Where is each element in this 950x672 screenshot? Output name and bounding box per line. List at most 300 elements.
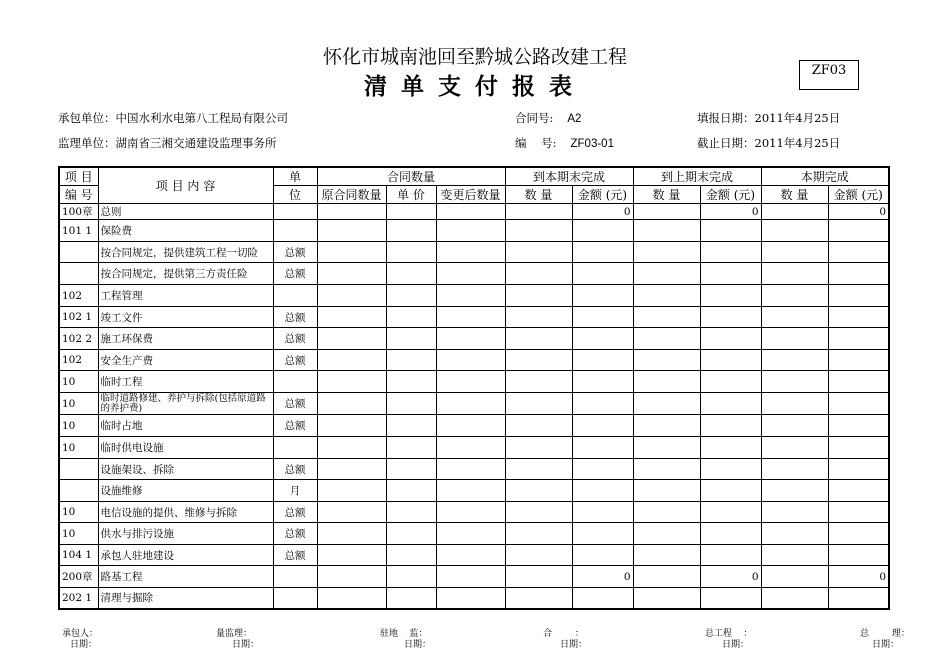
row-last-amount xyxy=(700,480,761,502)
row-code xyxy=(59,480,98,502)
row-orig-qty xyxy=(317,393,386,415)
row-orig-qty xyxy=(317,437,386,459)
row-changed-qty xyxy=(436,437,505,459)
row-orig-qty xyxy=(317,263,386,285)
row-cur-amount xyxy=(828,220,889,242)
row-changed-qty xyxy=(436,204,505,220)
row-unit xyxy=(273,588,317,609)
row-unit-price xyxy=(386,371,436,393)
row-unit-price xyxy=(386,480,436,502)
row-last-qty xyxy=(633,328,700,350)
row-code: 102 2 xyxy=(59,328,98,350)
row-unit-price xyxy=(386,328,436,350)
payment-table xyxy=(58,166,890,610)
row-this-qty xyxy=(505,415,572,437)
row-orig-qty xyxy=(317,480,386,502)
row-unit: 总额 xyxy=(273,523,317,545)
row-last-qty xyxy=(633,285,700,307)
row-this-qty xyxy=(505,328,572,350)
row-cur-qty xyxy=(761,459,828,480)
row-this-qty xyxy=(505,350,572,371)
header-qty: 数 量 xyxy=(505,186,572,204)
row-changed-qty xyxy=(436,415,505,437)
row-unit xyxy=(273,204,317,220)
row-unit-price xyxy=(386,566,436,588)
row-unit-price xyxy=(386,545,436,566)
row-code: 202 1 xyxy=(59,588,98,609)
row-last-qty xyxy=(633,220,700,242)
header-orig-qty: 原合同数量 xyxy=(317,186,386,204)
row-code xyxy=(59,242,98,263)
row-code: 104 1 xyxy=(59,545,98,566)
header-amount: 金额 (元) xyxy=(572,186,633,204)
row-cur-qty xyxy=(761,393,828,415)
row-unit-price xyxy=(386,220,436,242)
row-cur-amount xyxy=(828,437,889,459)
table-row xyxy=(59,415,889,437)
row-unit-price xyxy=(386,307,436,328)
row-this-amount xyxy=(572,588,633,609)
row-code: 101 1 xyxy=(59,220,98,242)
row-last-amount xyxy=(700,371,761,393)
row-last-amount xyxy=(700,263,761,285)
row-cur-qty xyxy=(761,480,828,502)
row-unit: 总额 xyxy=(273,545,317,566)
header-unit-2: 位 xyxy=(273,186,317,204)
row-last-qty xyxy=(633,566,700,588)
header-contract-qty: 合同数量 xyxy=(317,167,505,186)
sig-chief: 总 理： xyxy=(860,629,910,639)
sig-contract-date: 日期： xyxy=(560,640,588,650)
supervisor-label: 监理单位： xyxy=(58,136,116,150)
row-unit-price xyxy=(386,285,436,307)
fill-date-value: 2011年4月25日 xyxy=(754,111,841,125)
project-title: 怀化市城南池回至黔城公路改建工程 xyxy=(322,46,627,68)
row-changed-qty xyxy=(436,393,505,415)
row-code: 102 1 xyxy=(59,307,98,328)
row-cur-amount xyxy=(828,263,889,285)
row-this-amount xyxy=(572,523,633,545)
table-row xyxy=(59,220,889,242)
row-unit: 总额 xyxy=(273,328,317,350)
table-row xyxy=(59,545,889,566)
sig-chief-engineer: 总工程 ： xyxy=(705,629,753,639)
form-code-badge: ZF03 xyxy=(799,60,859,90)
row-orig-qty xyxy=(317,204,386,220)
row-this-qty xyxy=(505,371,572,393)
row-cur-amount xyxy=(828,480,889,502)
row-orig-qty xyxy=(317,220,386,242)
row-cur-qty xyxy=(761,566,828,588)
row-last-qty xyxy=(633,523,700,545)
row-unit-price xyxy=(386,523,436,545)
row-this-qty xyxy=(505,502,572,523)
row-this-amount xyxy=(572,220,633,242)
row-last-amount: 0 xyxy=(700,566,761,588)
row-this-qty xyxy=(505,437,572,459)
header-item-no-2: 编 号 xyxy=(59,186,98,204)
row-code: 200章 xyxy=(59,566,98,588)
sig-contractor-date: 日期： xyxy=(70,640,98,650)
row-cur-qty xyxy=(761,350,828,371)
row-cur-qty xyxy=(761,415,828,437)
header-current-period: 本期完成 xyxy=(761,167,889,186)
row-this-amount xyxy=(572,459,633,480)
report-title: 清单支付报表 xyxy=(364,74,586,100)
row-this-qty xyxy=(505,263,572,285)
row-last-amount xyxy=(700,459,761,480)
row-this-qty xyxy=(505,459,572,480)
row-cur-amount xyxy=(828,393,889,415)
row-content: 按合同规定，提供第三方责任险 xyxy=(98,263,273,285)
row-cur-qty xyxy=(761,523,828,545)
row-content: 设施维修 xyxy=(98,480,273,502)
cutoff-date-value: 2011年4月25日 xyxy=(754,136,841,150)
row-unit-price xyxy=(386,393,436,415)
sig-resident-supervisor: 驻地 监： xyxy=(380,629,428,639)
row-changed-qty xyxy=(436,307,505,328)
row-unit: 总额 xyxy=(273,263,317,285)
table-row xyxy=(59,393,889,415)
row-unit-price xyxy=(386,459,436,480)
row-last-qty xyxy=(633,437,700,459)
sig-contract: 合 ： xyxy=(543,629,584,639)
row-this-qty xyxy=(505,204,572,220)
row-changed-qty xyxy=(436,545,505,566)
row-content: 路基工程 xyxy=(98,566,273,588)
row-last-qty xyxy=(633,459,700,480)
row-cur-amount xyxy=(828,523,889,545)
table-row xyxy=(59,371,889,393)
header-item-content: 项 目 内 容 xyxy=(98,167,273,204)
row-last-qty xyxy=(633,350,700,371)
row-cur-amount xyxy=(828,459,889,480)
row-cur-qty xyxy=(761,204,828,220)
row-this-amount xyxy=(572,263,633,285)
row-orig-qty xyxy=(317,350,386,371)
row-last-amount xyxy=(700,523,761,545)
header-to-this-period: 到本期末完成 xyxy=(505,167,633,186)
row-cur-qty xyxy=(761,437,828,459)
row-unit: 总额 xyxy=(273,415,317,437)
row-unit xyxy=(273,220,317,242)
row-content: 临时占地 xyxy=(98,415,273,437)
row-last-qty xyxy=(633,371,700,393)
header-to-last-period: 到上期末完成 xyxy=(633,167,761,186)
row-code: 102 xyxy=(59,350,98,371)
row-this-amount xyxy=(572,328,633,350)
row-changed-qty xyxy=(436,350,505,371)
row-last-qty xyxy=(633,242,700,263)
row-cur-amount xyxy=(828,328,889,350)
row-content: 临时工程 xyxy=(98,371,273,393)
row-orig-qty xyxy=(317,545,386,566)
row-changed-qty xyxy=(436,588,505,609)
row-code: 10 xyxy=(59,393,98,415)
row-cur-amount: 0 xyxy=(828,566,889,588)
row-content: 总则 xyxy=(98,204,273,220)
row-last-amount xyxy=(700,242,761,263)
row-unit-price xyxy=(386,502,436,523)
header-unit-1: 单 xyxy=(273,167,317,186)
supervisor-row xyxy=(58,135,277,151)
row-this-amount xyxy=(572,393,633,415)
row-changed-qty xyxy=(436,328,505,350)
row-orig-qty xyxy=(317,502,386,523)
row-orig-qty xyxy=(317,566,386,588)
row-this-amount xyxy=(572,307,633,328)
row-cur-qty xyxy=(761,545,828,566)
header-item-no-1: 项 目 xyxy=(59,167,98,186)
sig-chief-date: 日期： xyxy=(872,640,900,650)
row-orig-qty xyxy=(317,328,386,350)
row-content: 临时供电设施 xyxy=(98,437,273,459)
row-content: 临时道路修建、养护与拆除(包括原道路的养护费) xyxy=(98,393,273,415)
row-content: 工程管理 xyxy=(98,285,273,307)
table-row xyxy=(59,459,889,480)
row-unit-price xyxy=(386,588,436,609)
serial-no-label: 编 号: xyxy=(515,136,557,150)
table-row xyxy=(59,328,889,350)
row-cur-amount xyxy=(828,307,889,328)
row-last-qty xyxy=(633,480,700,502)
row-last-amount xyxy=(700,588,761,609)
row-last-qty xyxy=(633,263,700,285)
table-row xyxy=(59,502,889,523)
fill-date-row xyxy=(697,110,840,126)
row-orig-qty xyxy=(317,459,386,480)
table-row xyxy=(59,263,889,285)
row-unit-price xyxy=(386,263,436,285)
row-last-amount: 0 xyxy=(700,204,761,220)
contract-no-value: A2 xyxy=(567,113,582,125)
fill-date-label: 填报日期： xyxy=(697,111,755,125)
row-this-amount xyxy=(572,502,633,523)
row-content: 施工环保费 xyxy=(98,328,273,350)
row-unit: 总额 xyxy=(273,502,317,523)
row-cur-amount xyxy=(828,502,889,523)
row-changed-qty xyxy=(436,480,505,502)
row-unit-price xyxy=(386,350,436,371)
header-amount: 金额 (元) xyxy=(700,186,761,204)
row-orig-qty xyxy=(317,307,386,328)
row-last-qty xyxy=(633,415,700,437)
row-this-qty xyxy=(505,307,572,328)
row-last-amount xyxy=(700,285,761,307)
row-content: 设施架设、拆除 xyxy=(98,459,273,480)
table-row xyxy=(59,523,889,545)
row-this-qty xyxy=(505,285,572,307)
row-content: 供水与排污设施 xyxy=(98,523,273,545)
row-changed-qty xyxy=(436,459,505,480)
row-unit-price xyxy=(386,437,436,459)
table-row xyxy=(59,307,889,328)
sig-chief-engineer-date: 日期： xyxy=(722,640,750,650)
row-code xyxy=(59,263,98,285)
contract-no-label: 合同号: xyxy=(515,111,554,125)
row-unit: 总额 xyxy=(273,459,317,480)
row-cur-amount xyxy=(828,415,889,437)
contractor-name: 中国水利水电第八工程局有限公司 xyxy=(115,111,288,125)
row-cur-qty xyxy=(761,371,828,393)
row-last-amount xyxy=(700,220,761,242)
row-this-qty xyxy=(505,545,572,566)
row-last-amount xyxy=(700,393,761,415)
row-this-qty xyxy=(505,523,572,545)
row-unit-price xyxy=(386,204,436,220)
row-code xyxy=(59,459,98,480)
sig-quantity-supervisor-date: 日期： xyxy=(232,640,260,650)
row-code: 10 xyxy=(59,502,98,523)
row-last-amount xyxy=(700,545,761,566)
row-content: 安全生产费 xyxy=(98,350,273,371)
row-cur-qty xyxy=(761,502,828,523)
table-row xyxy=(59,285,889,307)
row-unit xyxy=(273,285,317,307)
row-cur-amount xyxy=(828,588,889,609)
table-row xyxy=(59,350,889,371)
row-cur-qty xyxy=(761,285,828,307)
row-unit: 总额 xyxy=(273,350,317,371)
row-unit: 月 xyxy=(273,480,317,502)
header-amount: 金额 (元) xyxy=(828,186,889,204)
row-this-qty xyxy=(505,393,572,415)
row-unit xyxy=(273,566,317,588)
row-this-amount xyxy=(572,242,633,263)
row-changed-qty xyxy=(436,523,505,545)
row-last-amount xyxy=(700,328,761,350)
header-changed-qty: 变更后数量 xyxy=(436,186,505,204)
row-content: 承包人驻地建设 xyxy=(98,545,273,566)
row-code: 10 xyxy=(59,523,98,545)
row-content: 清理与掘除 xyxy=(98,588,273,609)
row-this-qty xyxy=(505,566,572,588)
row-changed-qty xyxy=(436,502,505,523)
row-orig-qty xyxy=(317,523,386,545)
row-last-amount xyxy=(700,502,761,523)
header-qty: 数 量 xyxy=(633,186,700,204)
row-last-amount xyxy=(700,350,761,371)
table-row xyxy=(59,480,889,502)
sig-contractor-label: 承包人： xyxy=(62,629,99,639)
serial-no-value: ZF03-01 xyxy=(570,138,614,150)
contractor-label: 承包单位： xyxy=(58,111,116,125)
row-last-amount xyxy=(700,415,761,437)
table-body xyxy=(59,204,889,609)
table-row xyxy=(59,588,889,609)
row-this-amount xyxy=(572,371,633,393)
row-this-amount xyxy=(572,350,633,371)
row-cur-amount: 0 xyxy=(828,204,889,220)
row-this-amount xyxy=(572,415,633,437)
row-this-amount xyxy=(572,437,633,459)
row-changed-qty xyxy=(436,242,505,263)
row-this-qty xyxy=(505,242,572,263)
row-this-qty xyxy=(505,588,572,609)
row-code: 102 xyxy=(59,285,98,307)
row-code: 10 xyxy=(59,415,98,437)
row-changed-qty xyxy=(436,220,505,242)
sig-resident-supervisor-date: 日期： xyxy=(404,640,432,650)
row-cur-qty xyxy=(761,220,828,242)
row-cur-qty xyxy=(761,307,828,328)
row-cur-amount xyxy=(828,371,889,393)
header-unit-price: 单 价 xyxy=(386,186,436,204)
cutoff-date-row xyxy=(697,135,840,151)
row-cur-qty xyxy=(761,328,828,350)
row-last-qty xyxy=(633,545,700,566)
row-orig-qty xyxy=(317,285,386,307)
row-cur-qty xyxy=(761,263,828,285)
contract-no-row xyxy=(515,110,581,126)
row-changed-qty xyxy=(436,263,505,285)
row-unit xyxy=(273,437,317,459)
row-cur-amount xyxy=(828,242,889,263)
row-unit: 总额 xyxy=(273,393,317,415)
row-orig-qty xyxy=(317,588,386,609)
row-content: 竣工文件 xyxy=(98,307,273,328)
row-this-qty xyxy=(505,480,572,502)
row-content: 保险费 xyxy=(98,220,273,242)
row-unit-price xyxy=(386,415,436,437)
row-this-amount: 0 xyxy=(572,566,633,588)
row-changed-qty xyxy=(436,371,505,393)
row-last-qty xyxy=(633,204,700,220)
row-orig-qty xyxy=(317,415,386,437)
row-unit xyxy=(273,371,317,393)
row-last-qty xyxy=(633,588,700,609)
row-content: 按合同规定，提供建筑工程一切险 xyxy=(98,242,273,263)
row-last-qty xyxy=(633,393,700,415)
supervisor-name: 湖南省三湘交通建设监理事务所 xyxy=(115,136,277,150)
row-code: 10 xyxy=(59,437,98,459)
row-cur-amount xyxy=(828,285,889,307)
row-orig-qty xyxy=(317,242,386,263)
row-code: 10 xyxy=(59,371,98,393)
row-cur-amount xyxy=(828,545,889,566)
row-unit: 总额 xyxy=(273,242,317,263)
row-last-qty xyxy=(633,502,700,523)
cutoff-date-label: 截止日期： xyxy=(697,136,755,150)
table-row xyxy=(59,437,889,459)
row-last-amount xyxy=(700,437,761,459)
header-qty: 数 量 xyxy=(761,186,828,204)
row-last-qty xyxy=(633,307,700,328)
row-unit: 总额 xyxy=(273,307,317,328)
table-row xyxy=(59,566,889,588)
serial-no-row xyxy=(515,135,614,151)
row-code: 100章 xyxy=(59,204,98,220)
row-this-amount xyxy=(572,285,633,307)
row-this-amount xyxy=(572,545,633,566)
row-cur-qty xyxy=(761,242,828,263)
row-this-qty xyxy=(505,220,572,242)
row-this-amount: 0 xyxy=(572,204,633,220)
row-last-amount xyxy=(700,307,761,328)
row-changed-qty xyxy=(436,285,505,307)
row-unit-price xyxy=(386,242,436,263)
row-orig-qty xyxy=(317,371,386,393)
row-changed-qty xyxy=(436,566,505,588)
row-cur-qty xyxy=(761,588,828,609)
row-cur-amount xyxy=(828,350,889,371)
table-row xyxy=(59,242,889,263)
contractor-row xyxy=(58,110,288,126)
sig-quantity-supervisor: 量监理： xyxy=(216,629,253,639)
row-content: 电信设施的提供、维修与拆除 xyxy=(98,502,273,523)
table-row xyxy=(59,204,889,220)
row-this-amount xyxy=(572,480,633,502)
